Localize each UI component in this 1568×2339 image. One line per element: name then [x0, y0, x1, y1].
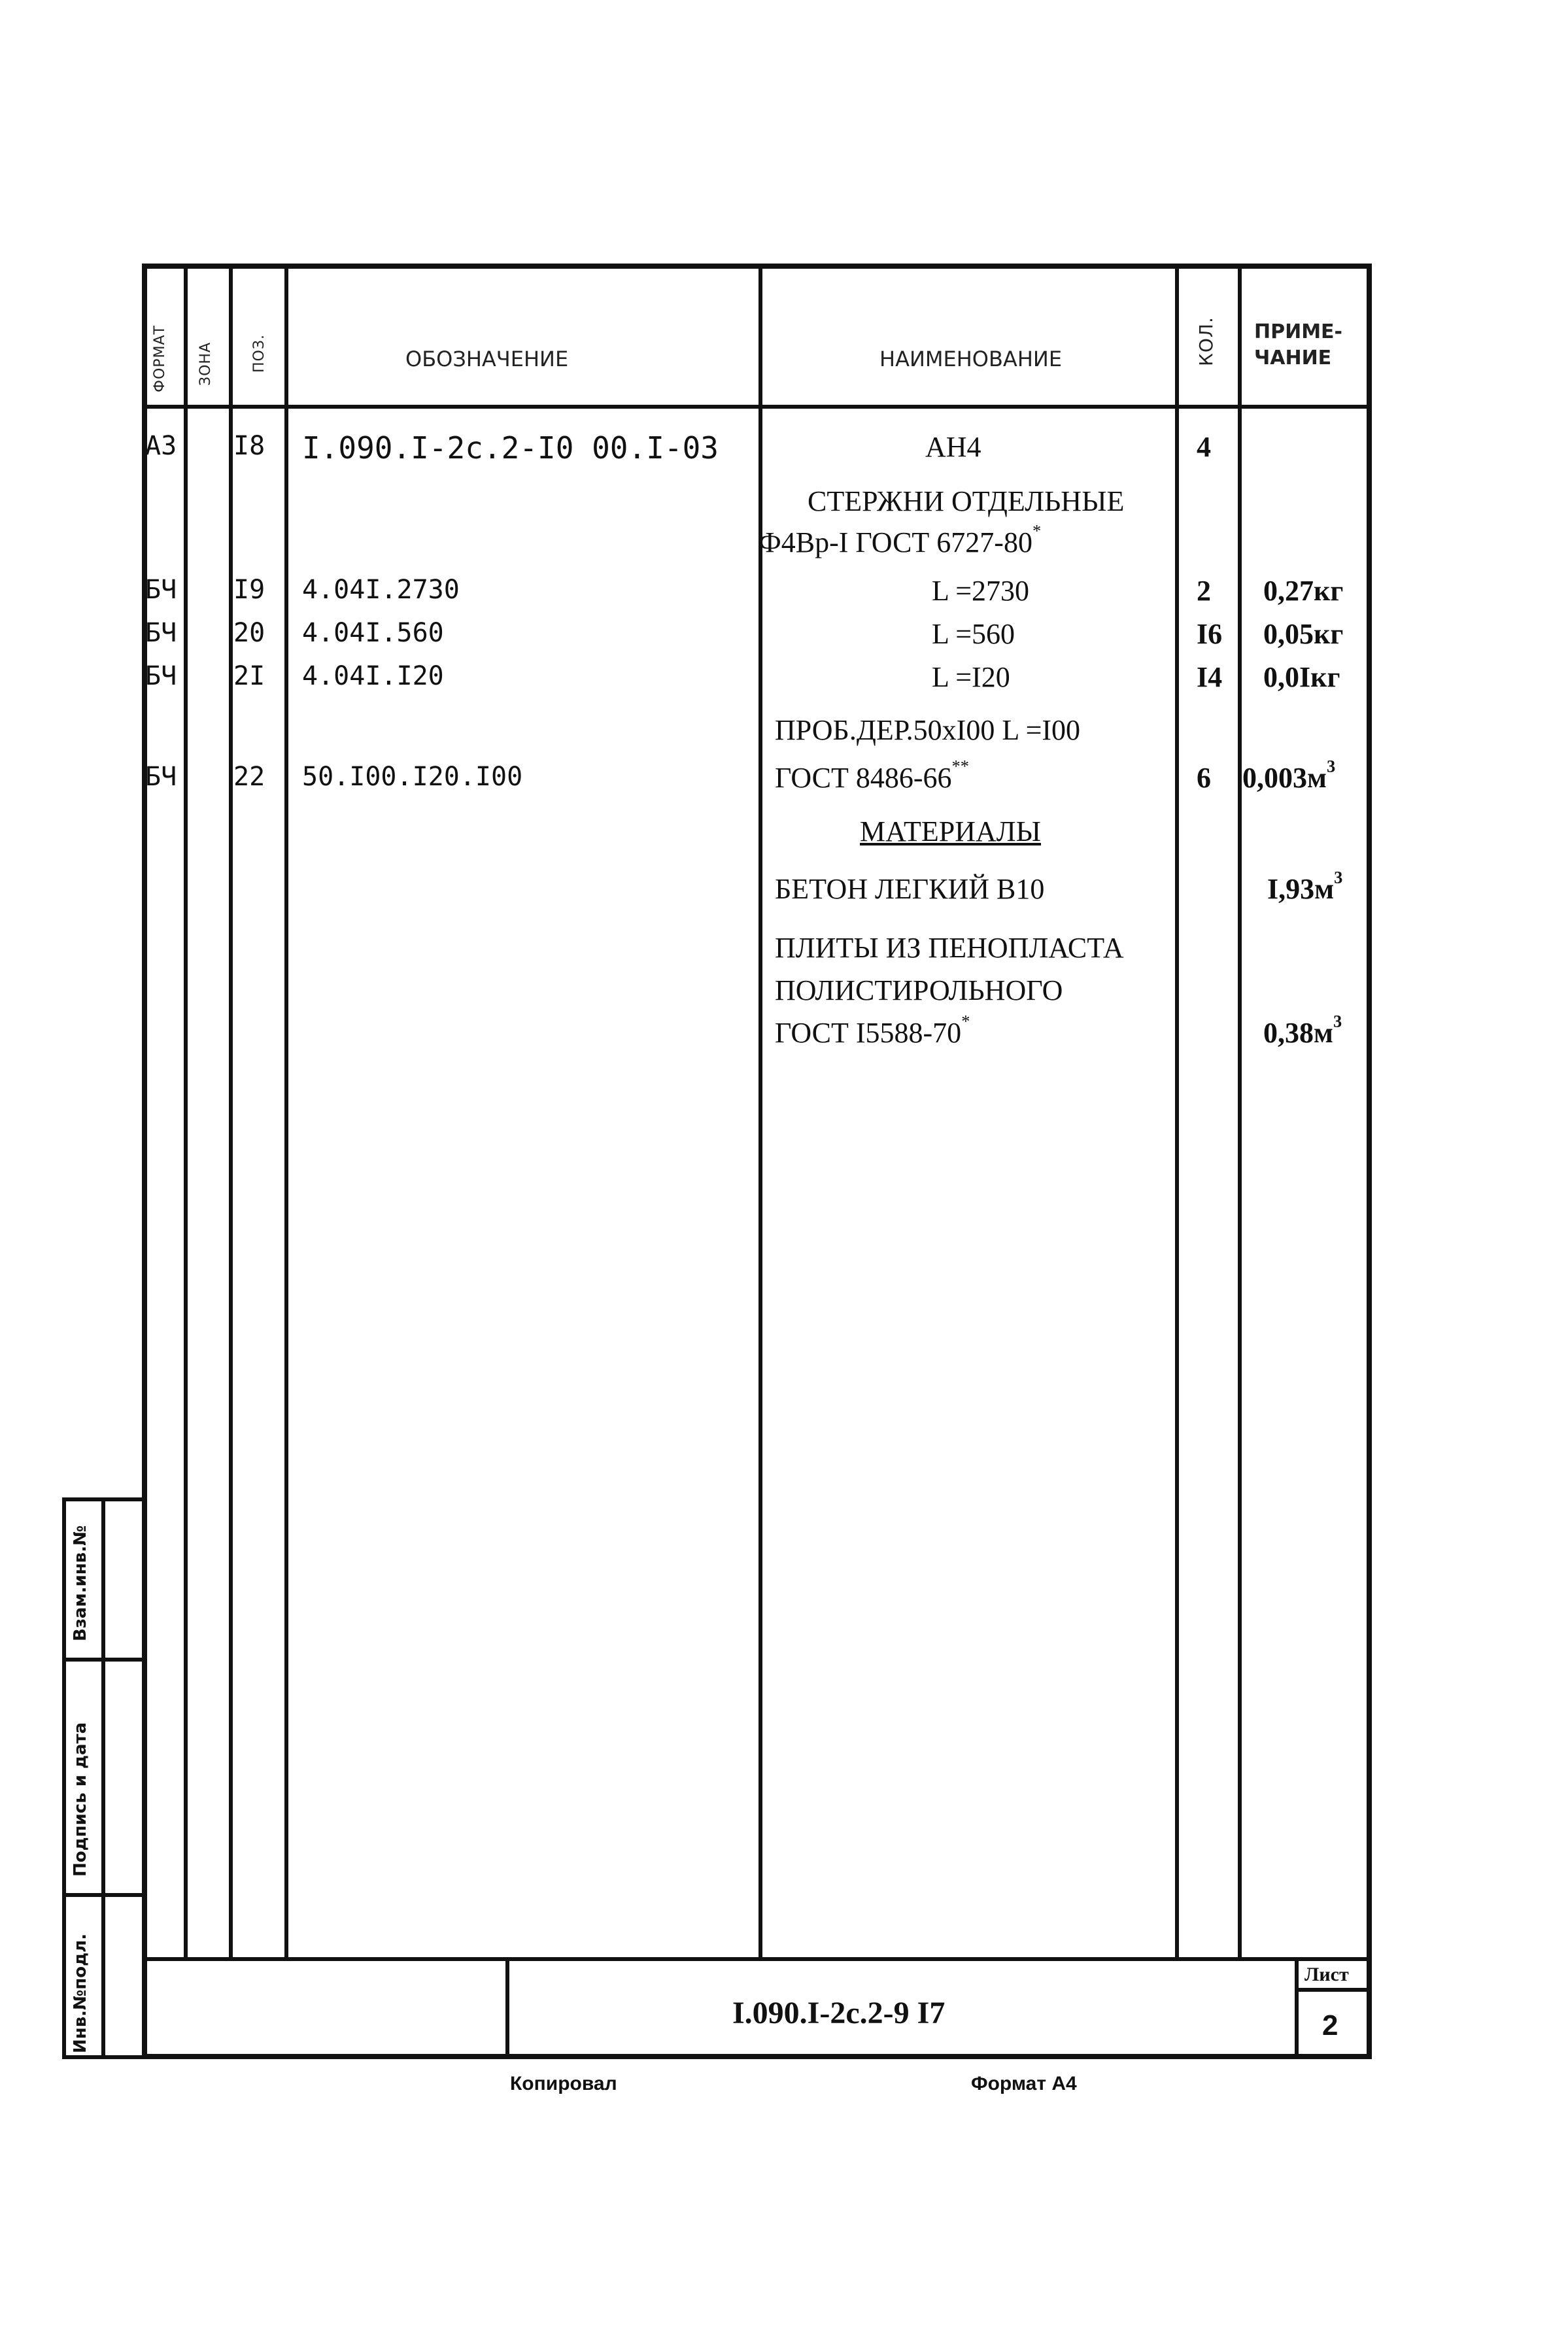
row-21-qty: I4 — [1197, 661, 1223, 693]
materials-plates-line1: ПЛИТЫ ИЗ ПЕНОПЛАСТА — [775, 932, 1124, 964]
row-1-name: АН4 — [925, 431, 981, 463]
title-block-divider-right — [1295, 1957, 1299, 2059]
row-22-name-sup: ** — [951, 756, 969, 776]
rods-spec-text: Ф4Вр-I ГОСТ 6727-80 — [758, 526, 1032, 558]
title-block-divider-left — [505, 1957, 509, 2059]
row-1-designation: I.090.I-2c.2-I0 00.I-03 — [302, 430, 719, 466]
row-i9-designation: 4.04I.2730 — [302, 575, 460, 605]
materials-plates-line3-text: ГОСТ I5588-70 — [775, 1017, 962, 1049]
row-22-name-text: ГОСТ 8486-66 — [775, 762, 952, 794]
row-20-format: БЧ — [145, 618, 177, 648]
doc-code: I.090.I-2c.2-9 I7 — [732, 1996, 946, 2030]
materials-plates-note-text: 0,38м — [1263, 1017, 1333, 1049]
row-20-note: 0,05кг — [1263, 618, 1344, 650]
row-22-qty: 6 — [1197, 762, 1211, 794]
rods-spec — [758, 521, 1042, 558]
rods-spec-sup: * — [1032, 521, 1042, 541]
header-zone: ЗОНА — [197, 341, 214, 386]
sheet-label-divider — [1295, 1988, 1372, 1992]
row-i9-note: 0,27кг — [1263, 575, 1344, 607]
row-22-note — [1242, 756, 1336, 794]
materials-concrete-note — [1267, 867, 1343, 905]
col-line-qty — [1238, 264, 1242, 1957]
row-20-name: L =560 — [932, 618, 1015, 650]
row-21-pos: 2I — [233, 661, 265, 691]
header-note-line1: ПРИМЕ- — [1254, 320, 1342, 343]
row-22-note-text: 0,003м — [1242, 762, 1327, 794]
header-name: НАИМЕНОВАНИЕ — [879, 347, 1063, 371]
footer-format: Формат А4 — [971, 2073, 1077, 2094]
footer-copied: Копировал — [510, 2073, 617, 2094]
col-line-pos — [284, 264, 288, 1957]
side-vzam-label: Взам.инв.№ — [71, 1525, 90, 1641]
row-1-pos: I8 — [233, 431, 265, 461]
row-21-format: БЧ — [145, 661, 177, 691]
row-1-format: А3 — [145, 431, 177, 461]
materials-concrete-note-text: I,93м — [1267, 873, 1335, 905]
materials-plates-line2: ПОЛИСТИРОЛЬНОГО — [775, 974, 1063, 1006]
side-stamp-line-1 — [62, 1658, 146, 1662]
row-i9-format: БЧ — [145, 575, 177, 605]
col-line-zone — [229, 264, 233, 1957]
header-divider — [142, 405, 1372, 409]
wood-spec: ПРОБ.ДЕР.50xI00 L =I00 — [775, 714, 1081, 746]
materials-plates-line3-sup: * — [961, 1011, 970, 1031]
row-22-pos: 22 — [233, 762, 265, 792]
row-22-format: БЧ — [145, 762, 177, 792]
row-i9-pos: I9 — [233, 575, 265, 605]
row-i9-qty: 2 — [1197, 575, 1211, 607]
header-qty: КОЛ. — [1195, 316, 1217, 366]
row-22-name — [775, 756, 969, 794]
side-stamp-divider — [101, 1497, 105, 2059]
row-21-designation: 4.04I.I20 — [302, 661, 444, 691]
header-note-line2: ЧАНИЕ — [1254, 347, 1332, 369]
header-designation: ОБОЗНАЧЕНИЕ — [405, 347, 569, 371]
row-20-qty: I6 — [1197, 618, 1223, 650]
row-22-note-sup: 3 — [1326, 756, 1336, 776]
row-20-pos: 20 — [233, 618, 265, 648]
row-i9-name: L =2730 — [932, 575, 1030, 607]
drawing-frame — [142, 264, 1372, 2059]
side-inv-label: Инв.№подл. — [71, 1933, 90, 2053]
materials-plates-note — [1263, 1011, 1342, 1049]
col-line-name — [1175, 264, 1179, 1957]
materials-concrete-note-sup: 3 — [1334, 867, 1343, 887]
sheet-label: Лист — [1304, 1964, 1349, 1985]
materials-plates-line3 — [775, 1011, 970, 1049]
header-pos: ПОЗ. — [251, 334, 267, 373]
header-format: ФОРМАТ — [152, 325, 168, 392]
sheet-number: 2 — [1322, 2009, 1338, 2041]
rods-title: СТЕРЖНИ ОТДЕЛЬНЫЕ — [808, 485, 1125, 517]
materials-title: МАТЕРИАЛЫ — [860, 815, 1042, 847]
row-21-name: L =I20 — [932, 661, 1010, 693]
materials-concrete: БЕТОН ЛЕГКИЙ В10 — [775, 873, 1045, 905]
row-21-note: 0,0Iкг — [1263, 661, 1340, 693]
title-block-top — [142, 1957, 1372, 1961]
col-line-format — [184, 264, 188, 1957]
side-stamp-line-2 — [62, 1893, 146, 1897]
row-22-designation: 50.I00.I20.I00 — [302, 762, 523, 792]
materials-plates-note-sup: 3 — [1333, 1011, 1342, 1031]
row-20-designation: 4.04I.560 — [302, 618, 444, 648]
row-1-qty: 4 — [1197, 431, 1211, 463]
side-podpis-label: Подпись и дата — [71, 1722, 90, 1877]
col-line-designation — [758, 264, 762, 1957]
